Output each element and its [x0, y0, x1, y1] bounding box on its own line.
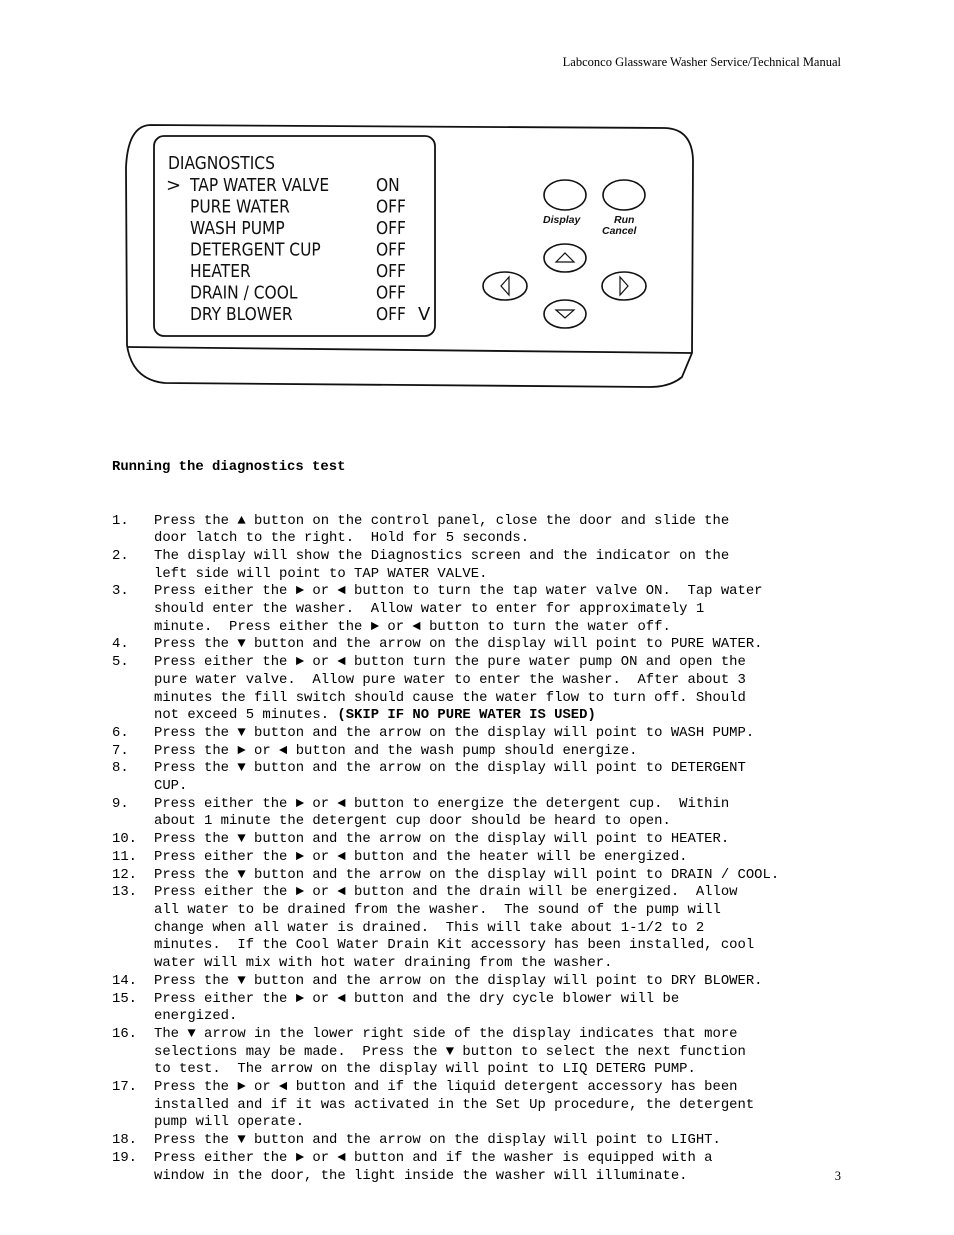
step-text: change when all water is drained. This will take about 1-1/2 to 2 [154, 919, 705, 936]
panel-divider [127, 347, 692, 353]
list-item [112, 1150, 872, 1185]
step-number: 5. [112, 654, 129, 671]
lcd-row-label: DRAIN / COOL [190, 281, 298, 303]
step-text-line [154, 937, 872, 955]
step-text: water will mix with hot water draining from the washer. [154, 955, 613, 972]
step-number: 7. [112, 742, 129, 759]
step-text-line [154, 1079, 872, 1097]
step-text: Press either the ► or ◄ button to turn the tap water valve ON. Tap water [154, 583, 763, 600]
step-text-line [154, 672, 872, 690]
step-text: about 1 minute the detergent cup door should be heard to open. [154, 813, 671, 830]
lcd-more-indicator: V [418, 304, 431, 325]
step-number: 4. [112, 636, 129, 653]
list-item [112, 636, 872, 654]
step-text: Press either the ► or ◄ button turn the pure water pump ON and open the [154, 654, 746, 671]
list-item [112, 1079, 872, 1132]
step-note: (SKIP IF NO PURE WATER IS USED) [337, 707, 596, 724]
step-text: to test. The arrow on the display will point to LIQ DETERG PUMP. [154, 1061, 696, 1078]
step-text: The display will show the Diagnostics screen and the indicator on the [154, 547, 730, 564]
step-text: Press the ▼ button and the arrow on the display will point to DRAIN / COOL. [154, 866, 780, 883]
right-arrow-button[interactable] [602, 272, 646, 300]
step-text: Press either the ► or ◄ button to energize the detergent cup. Within [154, 795, 730, 812]
list-item [112, 548, 872, 583]
right-arrow-icon [620, 277, 628, 295]
control-panel-illustration [110, 115, 710, 395]
lcd-content [166, 152, 431, 325]
list-item [112, 760, 872, 795]
list-item [112, 654, 872, 725]
display-button-label: Display [543, 214, 581, 226]
list-item [112, 725, 872, 743]
section-title: Running the diagnostics test [112, 459, 346, 476]
step-text-line [154, 1150, 872, 1168]
step-text-line [154, 1044, 872, 1062]
list-item [112, 991, 872, 1026]
step-text-line [154, 920, 872, 938]
step-text-line [154, 760, 872, 778]
list-item [112, 583, 872, 636]
step-text: energized. [154, 1008, 238, 1025]
lcd-row-value: OFF [376, 281, 406, 303]
list-item [112, 513, 872, 548]
step-text-line [154, 1168, 872, 1186]
step-text-line [154, 831, 872, 849]
step-text-line [154, 1008, 872, 1026]
page-number: 3 [834, 1169, 841, 1183]
left-arrow-button[interactable] [483, 272, 527, 300]
lcd-row-value: OFF [376, 302, 406, 325]
step-text-line [154, 707, 872, 725]
step-number: 3. [112, 583, 129, 600]
display-button[interactable] [544, 180, 586, 210]
step-number: 1. [112, 512, 129, 529]
down-arrow-icon [556, 310, 574, 318]
diagnostics-instructions [112, 424, 872, 1203]
lcd-row-label: PURE WATER [190, 195, 290, 217]
list-item [112, 849, 872, 867]
step-text: installed and if it was activated in the Set Up procedure, the detergent [154, 1096, 755, 1113]
step-number: 2. [112, 547, 129, 564]
step-text-line [154, 601, 872, 619]
step-text: Press the ▲ button on the control panel, close the door and slide the [154, 512, 730, 529]
step-text: Press the ▼ button and the arrow on the display will point to DRY BLOWER. [154, 972, 763, 989]
step-text-line [154, 566, 872, 584]
step-text: all water to be drained from the washer. The sound of the pump will [154, 901, 721, 918]
lcd-row-label: DRY BLOWER [190, 302, 293, 325]
step-text-line [154, 654, 872, 672]
steps-list [112, 513, 872, 1186]
step-text-line [154, 690, 872, 708]
step-text-line [154, 813, 872, 831]
step-text-line [154, 619, 872, 637]
step-text: left side will point to TAP WATER VALVE. [154, 565, 488, 582]
step-text-line [154, 1132, 872, 1150]
lcd-row-label: TAP WATER VALVE [190, 173, 330, 196]
step-number: 17. [112, 1079, 138, 1096]
step-number: 10. [112, 831, 138, 848]
step-text: Press the ► or ◄ button and if the liquid detergent accessory has been [154, 1079, 738, 1096]
up-arrow-icon [556, 253, 574, 262]
step-text-line [154, 973, 872, 991]
lcd-indicator: > [166, 175, 182, 196]
lcd-row-value: OFF [376, 195, 406, 217]
step-number: 8. [112, 760, 129, 777]
list-item [112, 831, 872, 849]
step-number: 6. [112, 724, 129, 741]
list-item [112, 743, 872, 761]
step-text: Press either the ► or ◄ button and the heater will be energized. [154, 848, 688, 865]
step-text: Press the ▼ button and the arrow on the display will point to DETERGENT [154, 760, 746, 777]
step-text-line [154, 867, 872, 885]
step-text: not exceed 5 minutes. [154, 707, 338, 724]
step-text-line [154, 1114, 872, 1132]
lcd-row-value: ON [376, 173, 400, 196]
list-item [112, 973, 872, 991]
step-text-line [154, 1061, 872, 1079]
step-text: pump will operate. [154, 1114, 305, 1131]
list-item [112, 796, 872, 831]
lcd-row-value: OFF [376, 238, 406, 260]
step-text-line [154, 849, 872, 867]
step-text-line [154, 778, 872, 796]
step-text-line [154, 583, 872, 601]
step-text: should enter the washer. Allow water to enter for approximately 1 [154, 601, 705, 618]
step-text: The ▼ arrow in the lower right side of the display indicates that more [154, 1025, 738, 1042]
step-text: CUP. [154, 778, 188, 795]
step-number: 16. [112, 1025, 138, 1042]
run-cancel-button[interactable] [603, 180, 645, 210]
step-text: pure water valve. Allow pure water to enter the washer. After about 3 [154, 671, 746, 688]
step-text: Press either the ► or ◄ button and if the washer is equipped with a [154, 1149, 713, 1166]
down-arrow-button[interactable] [544, 300, 586, 328]
step-number: 12. [112, 866, 138, 883]
step-text-line [154, 636, 872, 654]
step-text: minutes the fill switch should cause the water flow to turn off. Should [154, 689, 746, 706]
list-item [112, 867, 872, 885]
step-text: selections may be made. Press the ▼ button to select the next function [154, 1043, 746, 1060]
step-text: door latch to the right. Hold for 5 seconds. [154, 530, 530, 547]
list-item [112, 884, 872, 973]
step-text-line [154, 955, 872, 973]
lcd-row-label: HEATER [190, 259, 251, 282]
step-text-line [154, 796, 872, 814]
step-text-line [154, 548, 872, 566]
step-text-line [154, 1097, 872, 1115]
lcd-title: DIAGNOSTICS [168, 151, 275, 174]
step-text-line [154, 530, 872, 548]
step-text: minute. Press either the ► or ◄ button to turn the water off. [154, 618, 671, 635]
step-number: 13. [112, 884, 138, 901]
step-text-line [154, 902, 872, 920]
step-text-line [154, 991, 872, 1009]
step-number: 11. [112, 848, 138, 865]
step-number: 14. [112, 972, 138, 989]
lcd-row-value: OFF [376, 216, 406, 239]
step-text: Press the ▼ button and the arrow on the display will point to HEATER. [154, 831, 730, 848]
run-button-label: Run [614, 214, 635, 226]
step-number: 18. [112, 1132, 138, 1149]
list-item [112, 1026, 872, 1079]
step-text: Press the ► or ◄ button and the wash pump should energize. [154, 742, 638, 759]
list-item [112, 1132, 872, 1150]
step-text: Press the ▼ button and the arrow on the display will point to LIGHT. [154, 1132, 721, 1149]
lcd-row-label: DETERGENT CUP [190, 238, 321, 260]
lcd-row-label: WASH PUMP [190, 216, 285, 239]
cancel-button-label: Cancel [602, 225, 637, 237]
step-text-line [154, 725, 872, 743]
step-text-line [154, 513, 872, 531]
left-arrow-icon [501, 277, 509, 295]
step-text: Press either the ► or ◄ button and the dry cycle blower will be [154, 990, 680, 1007]
step-text: window in the door, the light inside the washer will illuminate. [154, 1167, 688, 1184]
step-number: 9. [112, 795, 129, 812]
step-text: Press the ▼ button and the arrow on the display will point to WASH PUMP. [154, 724, 755, 741]
step-text-line [154, 884, 872, 902]
lcd-row-value: OFF [376, 259, 406, 282]
step-number: 19. [112, 1149, 138, 1166]
step-text: Press the ▼ button and the arrow on the display will point to PURE WATER. [154, 636, 763, 653]
step-text: Press either the ► or ◄ button and the drain will be energized. Allow [154, 884, 738, 901]
step-text-line [154, 743, 872, 761]
up-arrow-button[interactable] [544, 244, 586, 272]
step-text-line [154, 1026, 872, 1044]
step-text: minutes. If the Cool Water Drain Kit accessory has been installed, cool [154, 937, 755, 954]
step-number: 15. [112, 990, 138, 1007]
manual-header: Labconco Glassware Washer Service/Technical Manual [562, 55, 841, 69]
